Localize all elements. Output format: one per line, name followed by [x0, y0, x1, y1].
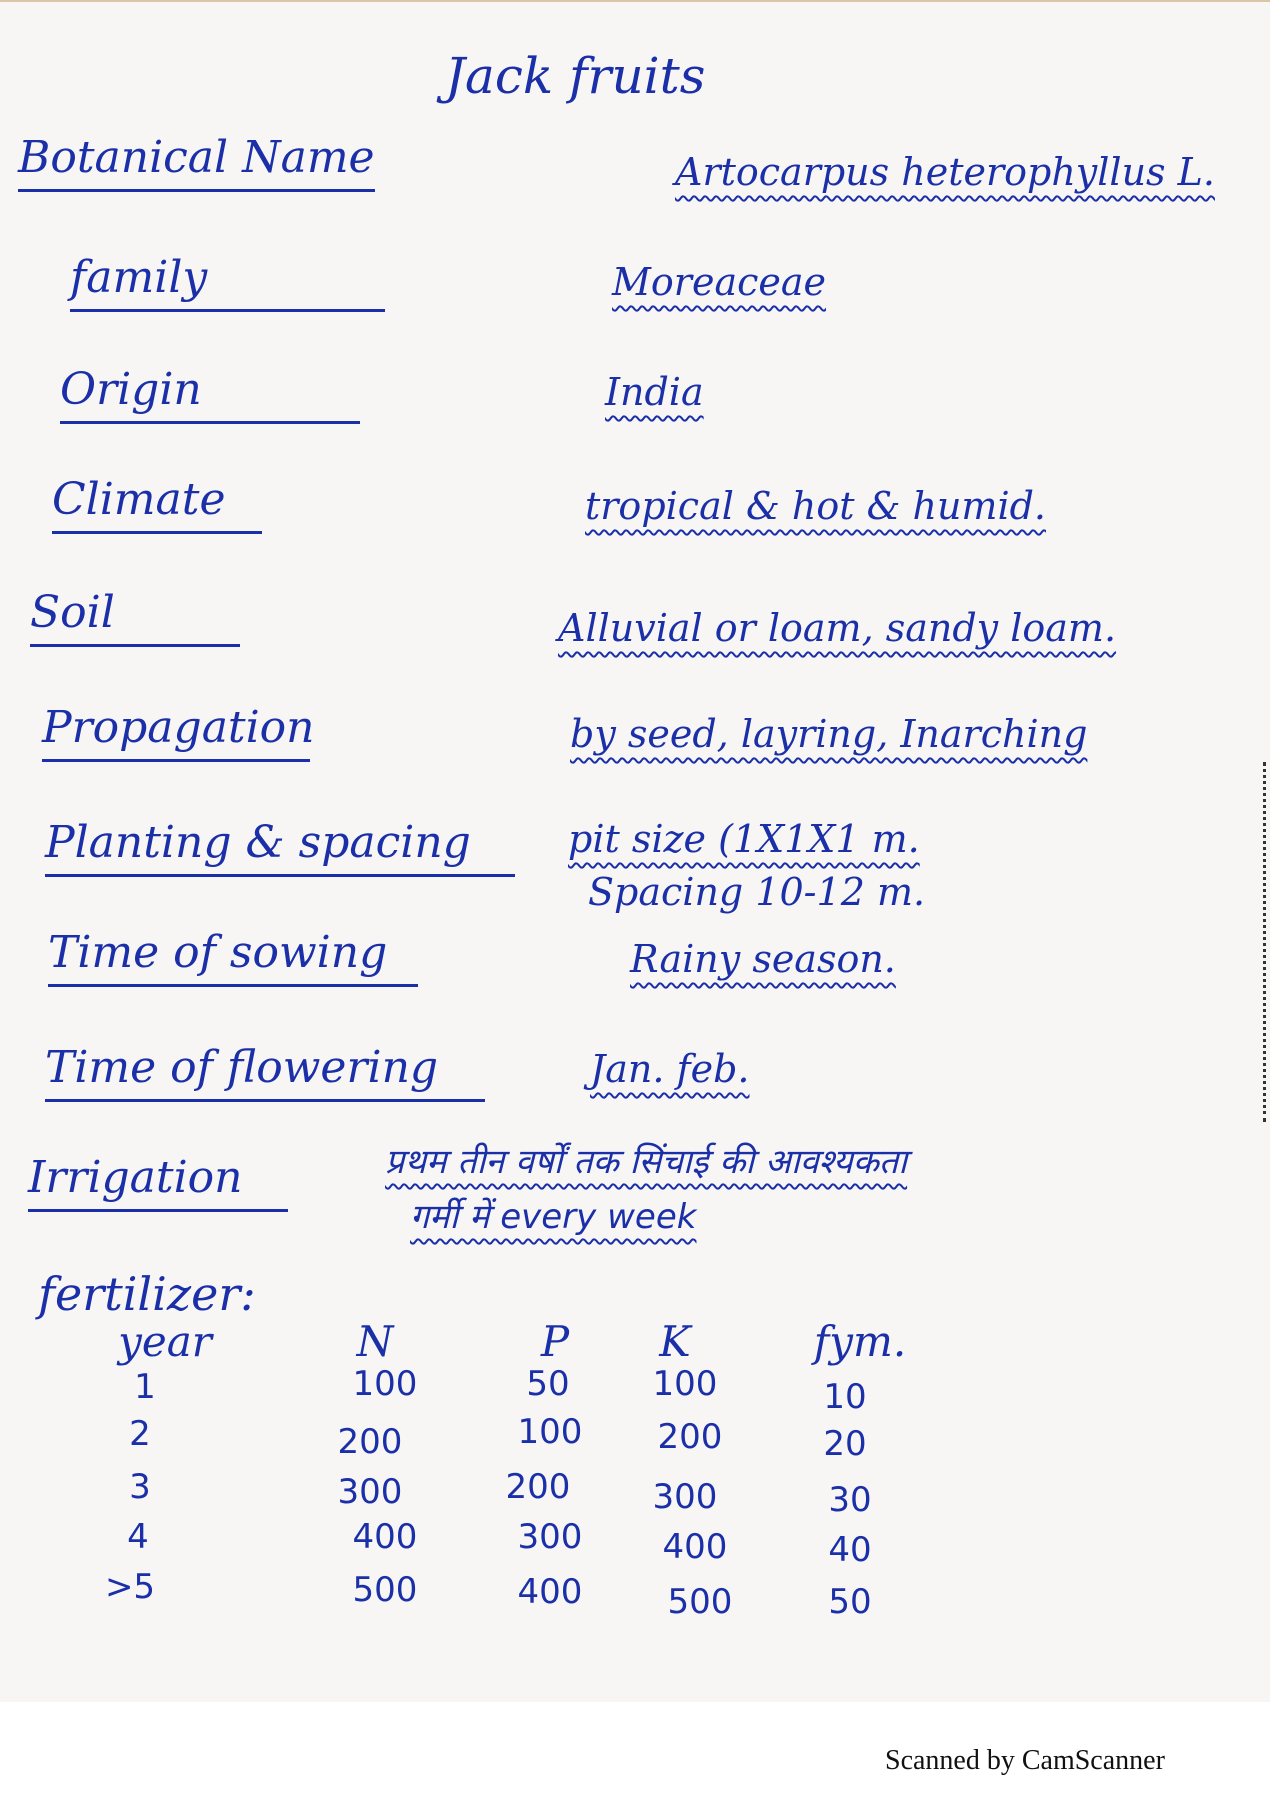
cell-year-2: 2	[129, 1414, 151, 1454]
cell-k-5: 500	[667, 1582, 733, 1622]
binder-edge	[1260, 762, 1266, 1122]
label-origin: Origin	[60, 364, 360, 424]
cell-year-3: 3	[129, 1467, 151, 1507]
value-spacing: Spacing 10-12 m.	[588, 870, 926, 914]
cell-n-2: 200	[337, 1422, 403, 1462]
label-soil: Soil	[30, 587, 240, 647]
header-year: year	[118, 1317, 212, 1366]
cell-fym-1: 10	[823, 1377, 867, 1417]
value-irrigation-line1: प्रथम तीन वर्षों तक सिंचाई की आवश्यकता	[385, 1142, 908, 1182]
header-p: P	[540, 1317, 570, 1366]
label-botanical-name: Botanical Name	[18, 132, 375, 192]
cell-n-1: 100	[352, 1364, 418, 1404]
value-time-of-flowering: Jan. feb.	[590, 1047, 750, 1091]
label-propagation: Propagation	[42, 702, 310, 762]
value-origin: India	[605, 370, 704, 414]
value-family: Moreaceae	[612, 260, 827, 304]
cell-k-1: 100	[652, 1364, 718, 1404]
cell-k-4: 400	[662, 1527, 728, 1567]
cell-fym-2: 20	[823, 1424, 867, 1464]
header-fym: fym.	[813, 1317, 907, 1366]
cell-k-2: 200	[657, 1417, 723, 1457]
cell-n-5: 500	[352, 1570, 418, 1610]
cell-fym-4: 40	[828, 1530, 872, 1570]
cell-p-1: 50	[526, 1364, 570, 1404]
label-time-of-flowering: Time of flowering	[45, 1042, 485, 1102]
value-climate: tropical & hot & humid.	[585, 484, 1047, 528]
page-title: Jack fruits	[445, 47, 706, 105]
value-propagation: by seed, layring, Inarching	[570, 712, 1088, 756]
label-irrigation: Irrigation	[28, 1152, 288, 1212]
label-climate: Climate	[52, 474, 262, 534]
value-pit-size: pit size (1X1X1 m.	[568, 817, 920, 861]
value-time-of-sowing: Rainy season.	[630, 937, 896, 981]
cell-year-1: 1	[134, 1367, 156, 1407]
value-irrigation-line2: गर्मी में every week	[410, 1197, 697, 1237]
scanner-watermark: Scanned by CamScanner	[885, 1745, 1165, 1776]
value-botanical-name: Artocarpus heterophyllus L.	[675, 150, 1215, 194]
fertilizer-title: fertilizer:	[38, 1267, 256, 1321]
header-n: N	[356, 1317, 394, 1366]
cell-p-4: 300	[517, 1517, 583, 1557]
cell-fym-3: 30	[828, 1480, 872, 1520]
label-time-of-sowing: Time of sowing	[48, 927, 418, 987]
cell-p-5: 400	[517, 1572, 583, 1612]
cell-fym-5: 50	[828, 1582, 872, 1622]
cell-n-3: 300	[337, 1472, 403, 1512]
value-soil: Alluvial or loam, sandy loam.	[558, 606, 1117, 650]
cell-p-3: 200	[505, 1467, 571, 1507]
cell-k-3: 300	[652, 1477, 718, 1517]
header-k: K	[659, 1317, 691, 1366]
label-planting-spacing: Planting & spacing	[45, 817, 515, 877]
cell-year-5: >5	[104, 1567, 156, 1607]
label-family: family	[70, 252, 385, 312]
cell-n-4: 400	[352, 1517, 418, 1557]
cell-year-4: 4	[127, 1517, 149, 1557]
cell-p-2: 100	[517, 1412, 583, 1452]
